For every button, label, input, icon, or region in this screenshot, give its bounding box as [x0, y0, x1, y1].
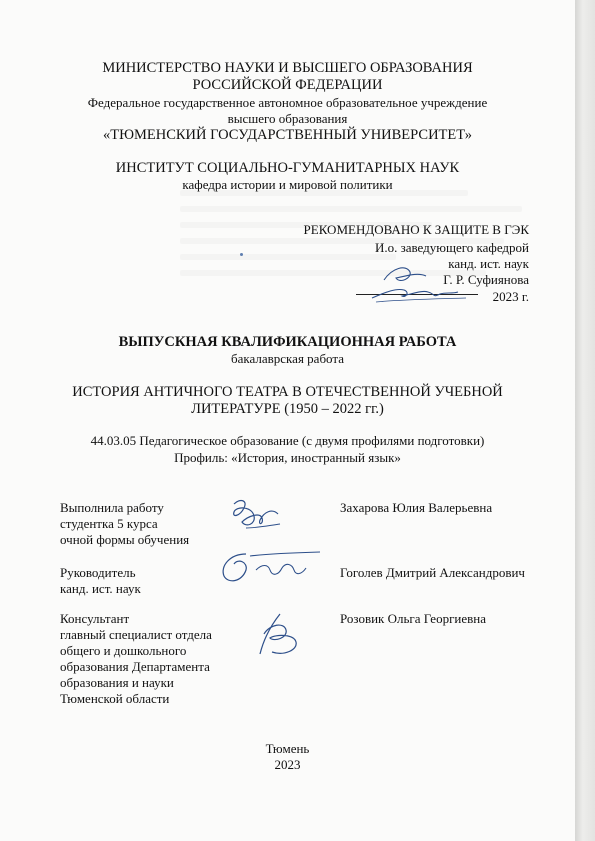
ink-dot: [240, 253, 243, 256]
university-name: «ТЮМЕНСКИЙ ГОСУДАРСТВЕННЫЙ УНИВЕРСИТЕТ»: [102, 127, 472, 143]
approval-name: Г. Р. Суфиянова: [443, 272, 529, 287]
consultant-label-line2: главный специалист отдела: [60, 627, 212, 642]
work-title-line1: ИСТОРИЯ АНТИЧНОГО ТЕАТРА В ОТЕЧЕСТВЕННОЙ УЧЕБНОЙ: [72, 384, 503, 400]
supervisor-name: Гоголев Дмитрий Александрович: [340, 565, 525, 580]
supervisor-label-line1: Руководитель: [60, 565, 136, 580]
author-name: Захарова Юлия Валерьевна: [340, 500, 493, 515]
consultant-label-line3: общего и дошкольного: [60, 643, 187, 658]
consultant-label-line1: Консультант: [60, 611, 130, 626]
work-type: ВЫПУСКНАЯ КВАЛИФИКАЦИОННАЯ РАБОТА: [118, 334, 457, 350]
footer-city: Тюмень: [265, 741, 310, 756]
institution-type-line2: высшего образования: [227, 111, 348, 126]
consultant-name: Розовик Ольга Георгиевна: [340, 611, 487, 626]
department-name: кафедра истории и мировой политики: [182, 177, 393, 192]
author-label-line2: студентка 5 курса: [60, 516, 158, 531]
supervisor-label-line2: канд. ист. наук: [60, 581, 141, 596]
work-subtype: бакалаврская работа: [231, 351, 344, 366]
approval-heading: РЕКОМЕНДОВАНО К ЗАЩИТЕ В ГЭК: [303, 222, 529, 237]
consultant-label-line6: Тюменской области: [60, 691, 170, 706]
ministry-line2: РОССИЙСКОЙ ФЕДЕРАЦИИ: [192, 77, 383, 93]
ministry-line1: МИНИСТЕРСТВО НАУКИ И ВЫСШЕГО ОБРАЗОВАНИЯ: [102, 60, 473, 76]
supervisor-signature-icon: [216, 548, 328, 590]
author-signature-icon: [226, 494, 286, 536]
consultant-label-line4: образования Департамента: [60, 659, 210, 674]
work-title-line2: ЛИТЕРАТУРЕ (1950 – 2022 гг.): [191, 401, 384, 417]
consultant-signature-icon: [250, 610, 306, 662]
program-profile: Профиль: «История, иностранный язык»: [174, 450, 401, 465]
institute-name: ИНСТИТУТ СОЦИАЛЬНО-ГУМАНИТАРНЫХ НАУК: [115, 160, 460, 176]
page-edge-shadow: [575, 0, 595, 841]
approval-year: 2023 г.: [492, 289, 529, 304]
approval-signature-icon: [366, 258, 476, 306]
program-code: 44.03.05 Педагогическое образование (с двумя профилями подготовки): [90, 433, 485, 448]
author-label-line1: Выполнила работу: [60, 500, 164, 515]
author-label-line3: очной формы обучения: [60, 532, 190, 547]
approval-position: И.о. заведующего кафедрой: [374, 240, 529, 255]
approval-degree: канд. ист. наук: [448, 256, 529, 271]
consultant-label-line5: образования и науки: [60, 675, 174, 690]
institution-type-line1: Федеральное государственное автономное образовательное учреждение: [87, 95, 488, 110]
footer-year: 2023: [274, 757, 301, 772]
